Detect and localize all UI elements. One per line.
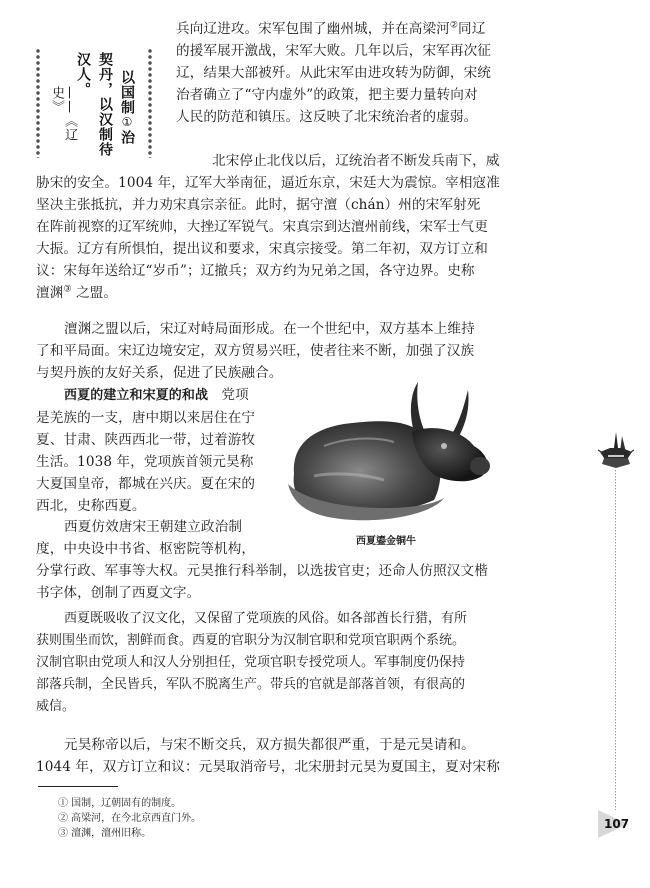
- footnotes: [58, 796, 201, 841]
- page-number: 107: [604, 817, 630, 831]
- footnote-ref-2[interactable]: ②: [449, 20, 459, 31]
- figure-caption: 西夏鎏金铜牛: [356, 536, 416, 547]
- supplementary-reading: 西夏既吸收了汉文化，又保留了党项族的风俗。如各部酋长行猎，有所 获则围坐而饮，割鲜而食。西夏的官职分为汉制官职和党项官职两个系统。 汉制官职由党项人和汉人分别担任，党项官职专授党项人。军事制度仍保持 部落兵制，全民皆兵，军队不脱离生产。带兵的官就是部落首领，有很高的 威信。: [36, 611, 468, 714]
- bronze-ox-image: [284, 376, 530, 526]
- pagoda-emblem-icon: [596, 430, 636, 474]
- section-heading: 西夏的建立和宋夏的和战: [64, 388, 209, 403]
- paragraph-3: 澶渊之盟以后，宋辽对峙局面形成。在一个世纪中，双方基本上维持 了和平局面。宋辽边境安定，双方贸易兴旺，使者往来不断，加强了汉族 与契丹族的友好关系，促进了民族融合。: [36, 321, 475, 381]
- quote-column-2: 契丹，以汉制待: [97, 52, 113, 157]
- footnote-2: ② 高梁河，在今北京西直门外。: [58, 813, 202, 824]
- ornament-border-left: [34, 48, 42, 158]
- margin-dotted-rule: [615, 470, 616, 810]
- quote-source: ——《辽史》: [49, 86, 77, 142]
- paragraph-6: 元昊称帝以后，与宋不断交兵，双方损失都很严重，于是元昊请和。 1044 年，双方订立和议：元昊取消帝号，北宋册封元昊为夏国主，夏对宋称: [36, 737, 500, 775]
- footnote-1: ① 国制，辽朝固有的制度。: [58, 798, 182, 809]
- sidebar-quote: [34, 48, 154, 158]
- figure-bronze-ox: [284, 376, 530, 546]
- footnote-divider: [38, 786, 118, 787]
- quote-column-1: 以国制①治: [119, 70, 135, 145]
- paragraph-4: 西夏的建立和宋夏的和战 党项 是羌族的一支，唐中期以来居住在宁 夏、甘肃、陕西西北一带，过着游牧 生活。1038 年，党项族首领元昊称 大夏国皇帝，都城在兴庆。夏在宋的 西北，史称西夏。: [36, 387, 256, 514]
- margin-decoration: [596, 430, 636, 850]
- paragraph-2: 北宋停止北伐以后，辽统治者不断发兵南下，威 胁宋的安全。1004 年，辽军大举南征，逼近东京，宋廷大为震惊。宰相寇准 坚决主张抵抗，并力劝宋真宗亲征。此时，据守澶（chán）州的宋军射死 在阵前视察的辽军统帅，大挫辽军锐气。宋真宗到达澶州前线，宋军士气更 大振。辽方有所惧怕，提出议和要求，宋真宗接受。第二年初，双方订立和 议：宋每年送给辽“岁币”；辽撤兵；双方约为兄弟之国，各守边界。史称 澶渊③ 之盟。: [36, 153, 500, 301]
- footnote-ref-3[interactable]: ③: [63, 284, 72, 295]
- ornament-border-right: [146, 48, 154, 158]
- footnote-3: ③ 澶渊，澶州旧称。: [58, 828, 152, 839]
- paragraph-1: 兵向辽进攻。宋军包围了幽州城，并在高梁河②同辽 的援军展开激战，宋军大败。几年以后，宋军再次征 辽，结果大部被歼。从此宋军由进攻转为防御，宋统 治者确立了“守内虚外”的政策，把主要力量转向对 人民的防范和镇压。这反映了北宋统治者的虚弱。: [176, 20, 491, 125]
- paragraph-5: 西夏仿效唐宋王朝建立政治制 度，中央设中书省、枢密院等机构， 分掌行政、军事等大权。元昊推行科举制，以选拔官吏；还命人仿照汉文楷 书字体，创制了西夏文字。: [36, 519, 488, 601]
- quote-column-3: 汉人。: [75, 52, 91, 97]
